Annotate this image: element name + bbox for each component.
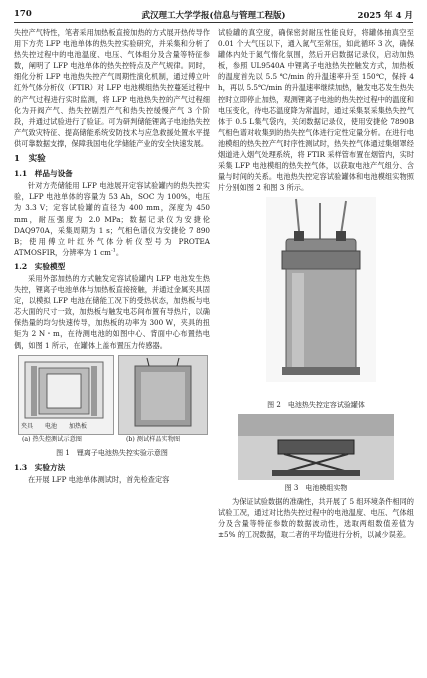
fig1-label-battery: 电池 <box>45 422 58 430</box>
figure-2-caption: 图 2 电池热失控定容试验罐体 <box>267 401 365 410</box>
page-number: 170 <box>14 9 32 19</box>
fig1-sub-a: (a) 热失控测试示意图 <box>22 435 82 443</box>
schematic-diagram <box>18 355 114 435</box>
subsection-heading: 1.1 样品与设备 <box>14 169 73 179</box>
issue-date: 2025 年 4 月 <box>357 11 413 21</box>
figure-3-caption: 图 3 电池模组实物 <box>284 483 348 492</box>
fig1-sub-b: (b) 测试样品实物图 <box>126 435 181 443</box>
left-column <box>14 27 210 485</box>
running-header <box>14 9 413 22</box>
fig1-label-heater: 加热板 <box>69 422 88 430</box>
figure-1 <box>14 355 210 445</box>
method-paragraph: 在开展 LFP 电池单体测试时，首先检查定容 <box>28 474 170 484</box>
method-continued-paragraph: 试验罐的真空度，确保密封耐压性能良好，将罐体抽真空至 0.01 个大气压以下，通入氮气至常压，如此循环 3 次，确保罐体内处于氮气惰化氛围，然后开启数据记录仪，启动加热板，参照 UL9540A 中锂离子电池热失控触发方式，加热板的温度首先以 5.5 ℃/min 的升温速率升至 150℃，保持 4 h，再以 5.5℃/min 的升温速率继续加热，触发电芯发生热失控时立即停止加热，观测锂离子电池的热失控过程中的温度和电压变化，待电芯温度降为常温时，通过采集泵采集热失控气体于 0.5 L集气袋内，关闭数据记录仪，使用安捷伦 7890B 气相色谱对收集到的热失控气体进行定性定量分析。在进行电池模组的热失控产气时序性测试时，热失控气体通过集烟罩经烟道进入烟气处理系统，将 FTIR 采样管布置在烟管内，实时采集 LFP 电池模组的热失控气体，以获取电池产气组分、含量与时间的关系。电池热失控定容试验罐体和电池模组实物照片分别如图 2 和图 3 所示。 <box>218 28 414 193</box>
exponent: -1 <box>110 247 116 254</box>
test-tank-photo <box>266 197 376 382</box>
samples-text-end: 。 <box>115 247 124 257</box>
samples-text: 针对方壳储能用 LFP 电池展开定容试验罐内的热失控实验，LFP 电池单体的容量为 53 Ah，SOC 为 100%，电压为 3.3 V；定容试验罐的直径为 400 mm，深度为 450 mm，耐压强度为 2.0 MPa；数据记录仪为安捷伦 DAQ970A，采集周期为 1 s；气相色谱仪为安捷伦 7 890 B；使用傅立叶红外气体分析仪型号为 PROTEA ATMOSFIR，分辨率为 1 cm <box>14 181 210 257</box>
right-column <box>218 27 414 540</box>
subsection-heading: 1.2 实验模型 <box>14 261 66 271</box>
section-heading: 1 实验 <box>14 154 46 165</box>
figure-1-caption: 图 1 锂离子电池热失控实验示意图 <box>56 448 168 457</box>
final-paragraph: 为保证试验数据的准确性，共开展了 5 组环境条件相同的试验工况，通过对比热失控过程中的电池温度、电压、气体组分及含量等特征参数的数据波动性，选取两组数值差值为 ±5% 的工况数据，取二者的平均值进行分析，以减少误差。 <box>218 496 414 539</box>
subsection-heading: 1.3 实验方法 <box>14 462 66 472</box>
header-rule <box>14 22 413 23</box>
sample-photo <box>118 355 208 435</box>
intro-paragraph: 失控产气特性，笔者采用加热板直接加热的方式展开热传导作用下方壳 LFP 电池单体的热失控实验研究，并采集和分析了热失控过程中的电池温度、电压、气体组分及含量等特征参数，阐明了 LFP 电池单体的热失控特点及产气规律。同时，细化分析 LFP 电池热失控产气周期性演化机制，通过傅立叶红外气体分析仪（FTIR）对 LFP 电池模组热失控蔓延过程中的产气过程进行实时监测，将 LFP 电池热失控的产气过程细化为开阀产气、热失控剧烈产气和热失控缓慢产气 3 个阶段，并通过试验进行了验证。可为研判储能锂离子电池热失控产气致灾特征、提高储能系统安防技术与应急救援处置水平提供可靠数据支撑，保障我国电化学储能产业的安全快速发展。 <box>14 28 210 148</box>
model-paragraph: 采用外部加热的方式触发定容试验罐内 LFP 电池发生热失控，锂离子电池单体与加热板直接接触，并通过金属夹具固定，以模拟 LFP 电池在储能工况下的受热状态，加热板与电芯大面的尺寸一致，加热板与触发电芯间布置有导热片，以确保热量的均匀快速传导，加热板的功率为 300 W，夹具的扭矩为 2 N・m，在待测电池的如图中心、背面中心布置热电偶，如图 1 所示，在罐体上盖布置压力传感器。 <box>14 273 210 350</box>
fig1-label-clamp: 夹具 <box>21 422 34 430</box>
samples-paragraph <box>14 180 210 258</box>
figure-2 <box>218 197 414 397</box>
battery-module-photo <box>238 414 394 480</box>
journal-title: 武汉理工大学学报(信息与管理工程版) <box>141 11 286 21</box>
